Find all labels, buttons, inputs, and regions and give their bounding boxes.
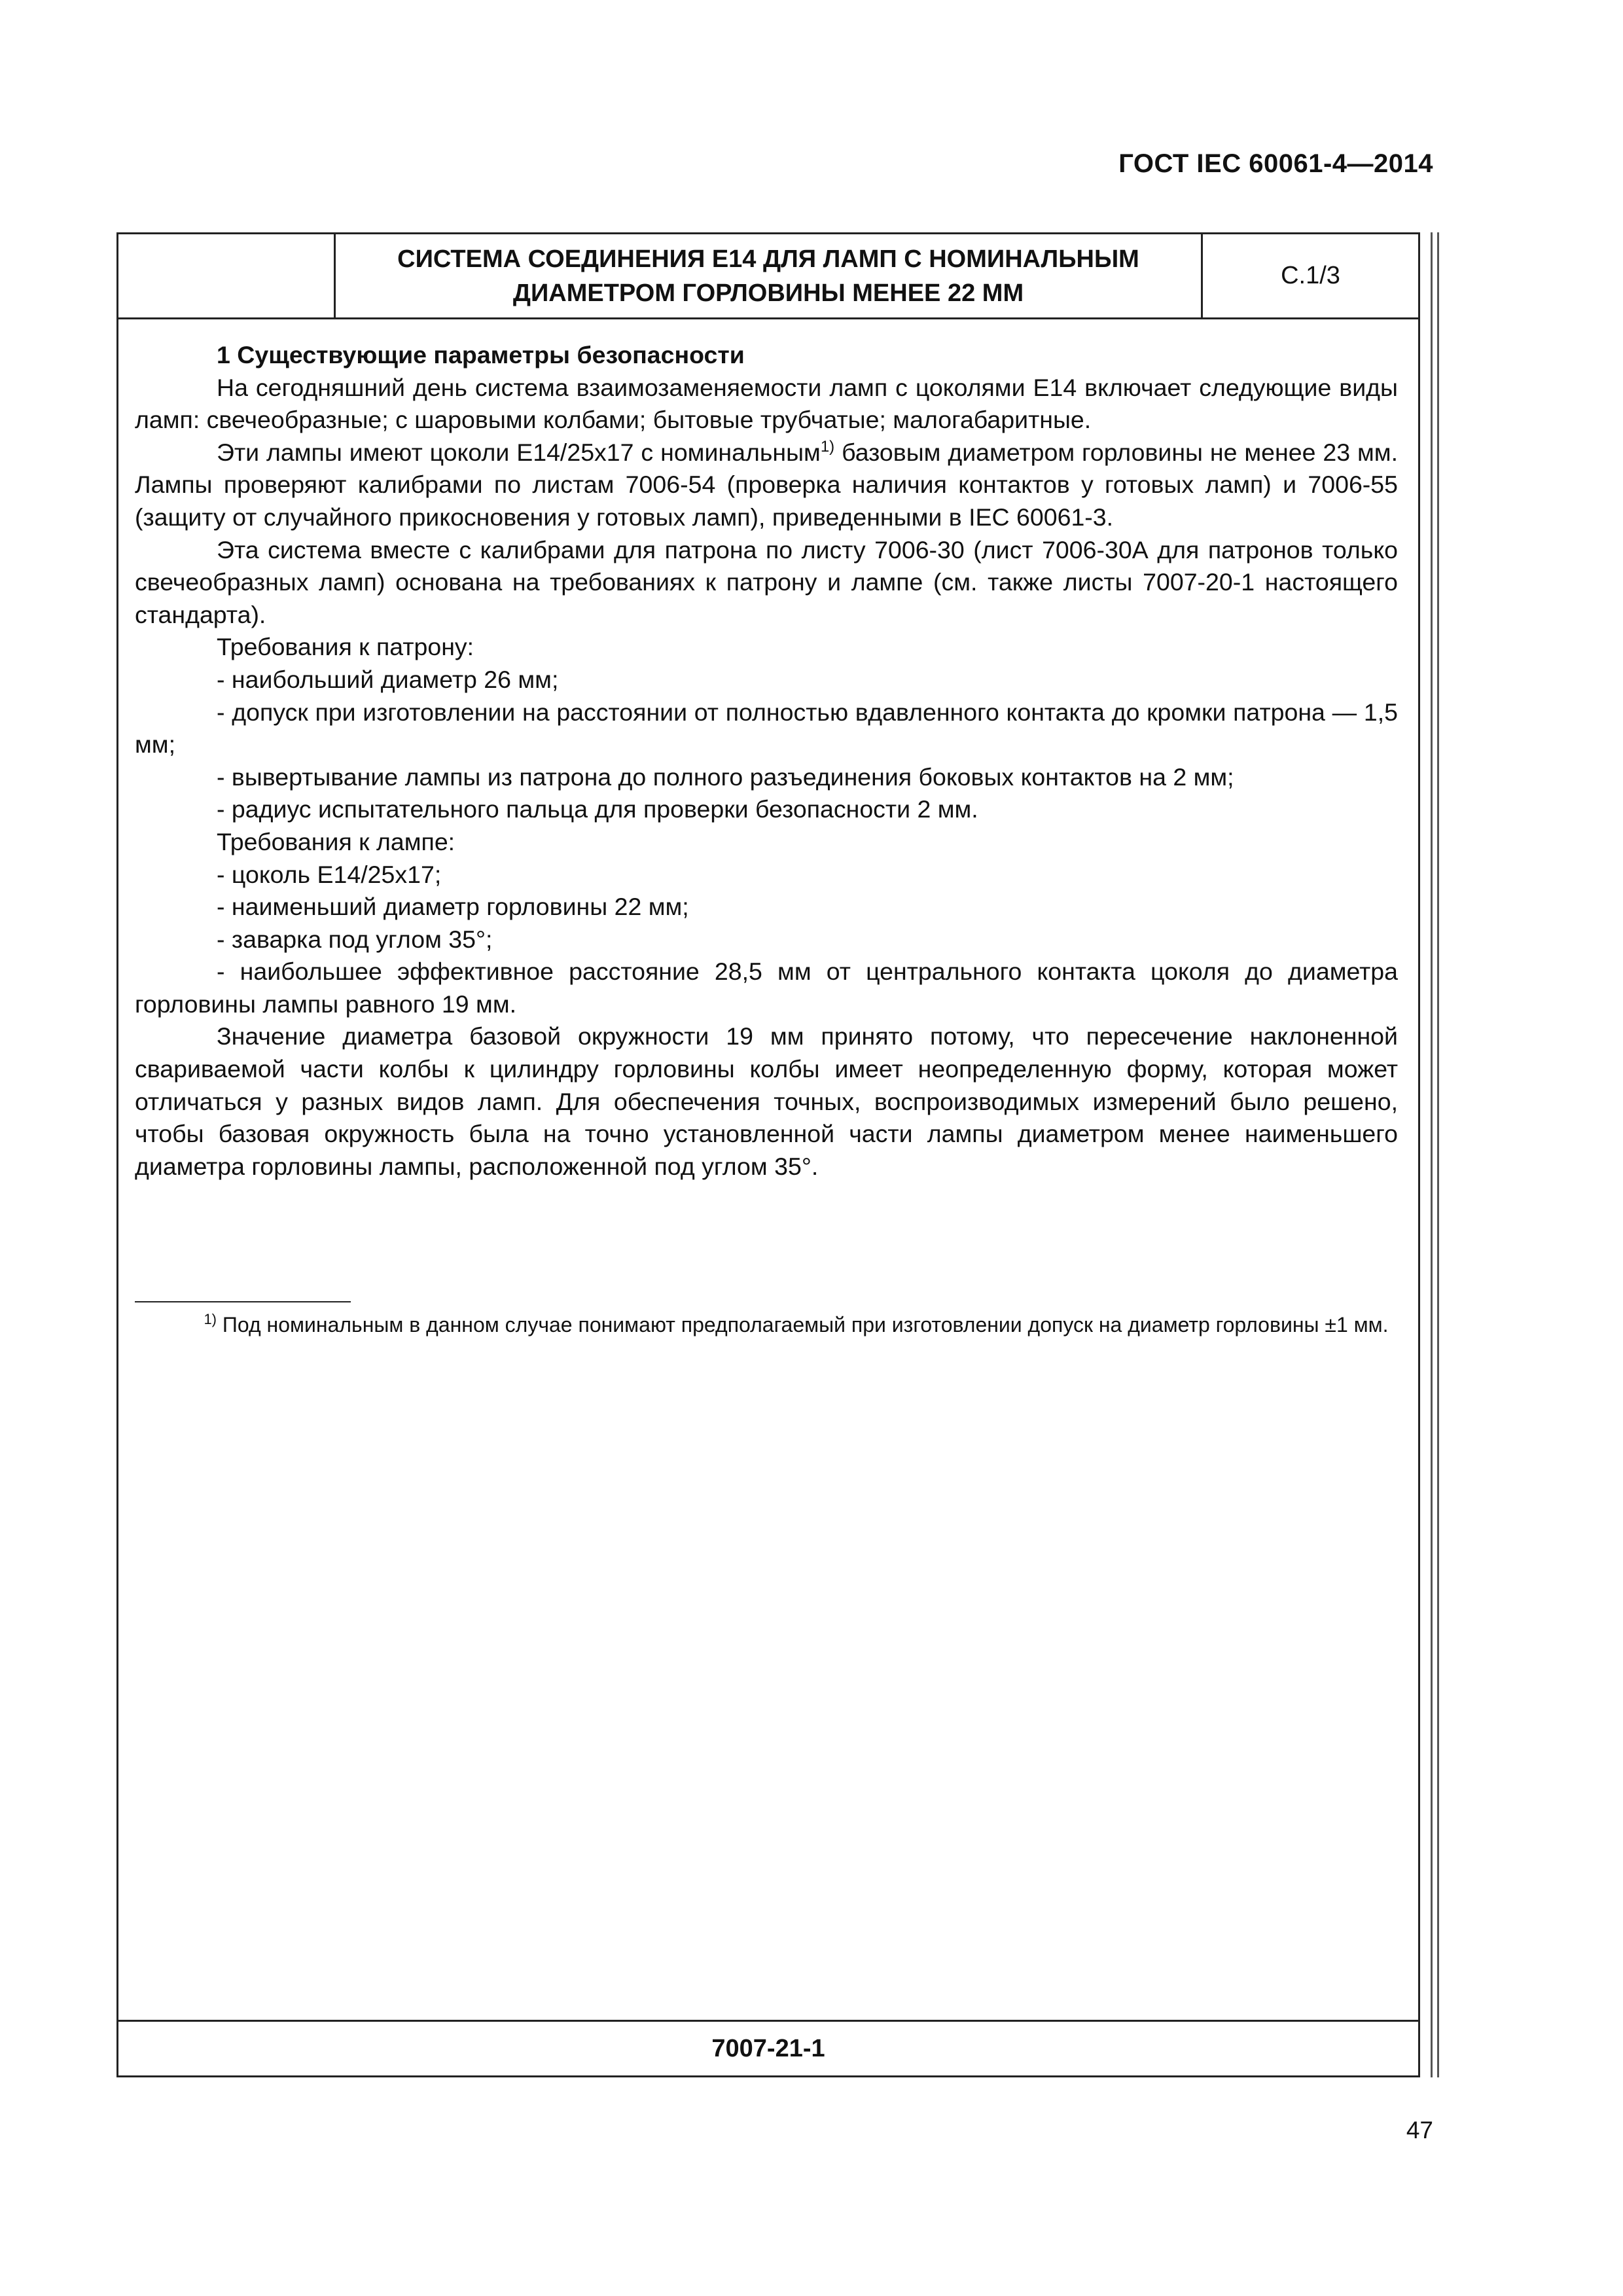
- list-item: - заварка под углом 35°;: [217, 925, 493, 953]
- paragraph-2: [135, 437, 1398, 534]
- sheet-title: [336, 234, 1203, 317]
- margin-rule: [1431, 232, 1433, 2077]
- list-item: - наименьший диаметр горловины 22 мм;: [217, 893, 689, 921]
- sheet-title-line-1: СИСТЕМА СОЕДИНЕНИЯ Е14 ДЛЯ ЛАМП С НОМИНАЛЬНЫМ: [397, 245, 1139, 273]
- paragraph-2-start: Эти лампы имеют цоколи Е14/25х17 с номинальным: [217, 438, 821, 466]
- lamp-requirements-heading: Требования к лампе:: [217, 827, 455, 855]
- footnote-separator: [135, 1301, 351, 1302]
- list-item: - радиус испытательного пальца для проверки безопасности 2 мм.: [217, 795, 978, 823]
- title-block: [118, 234, 1418, 319]
- list-item: - наибольшее эффективное расстояние 28,5 мм от центрального контакта цоколя до диаметра горловины лампы равного 19 мм.: [135, 958, 1398, 1018]
- document-code: ГОСТ IEC 60061-4—2014: [1118, 149, 1433, 178]
- list-item: - допуск при изготовлении на расстоянии от полностью вдавленного контакта до кромки патрона — 1,5 мм;: [135, 698, 1398, 759]
- list-item: - вывертывание лампы из патрона до полного разъединения боковых контактов на 2 мм;: [217, 762, 1234, 791]
- sheet-frame: [116, 232, 1420, 2077]
- footnote-marker: 1): [204, 1311, 217, 1327]
- list-item: - цоколь Е14/25х17;: [217, 860, 442, 888]
- paragraph-1: На сегодняшний день система взаимозаменяемости ламп с цоколями Е14 включает следующие виды ламп: свечеобразные; с шаровыми колбами; бытовые трубчатые; малогабаритные.: [135, 373, 1398, 434]
- section-heading: 1 Существующие параметры безопасности: [217, 341, 745, 368]
- sheet-index: С.1/3: [1281, 262, 1340, 289]
- paragraph-final: Значение диаметра базовой окружности 19 мм принято потому, что пересечение наклоненной свариваемой части колбы к цилиндру горловины колбы имеет неопределенную форму, которая может отличаться у разных видов ламп. Для обеспечения точных, воспроизводимых измерений было решено, чтобы базовая окружность была на точно установленной части лампы диаметром менее наименьшего диаметра горловины лампы, расположенной под углом 35°.: [135, 1022, 1398, 1180]
- footnote: [135, 1311, 1398, 1338]
- page-number: 47: [1406, 2117, 1433, 2144]
- paragraph-2-end: базовым диаметром горловины не менее 23 мм. Лампы проверяют калибрами по листам 7006-54 (проверка наличия контактов у готовых ламп) и 7006-55 (защиту от случайного прикосновения у готовых ламп), приведенными в IEC 60061-3.: [135, 438, 1398, 531]
- footnote-reference[interactable]: 1): [820, 437, 835, 456]
- title-block-blank-cell: [118, 234, 336, 317]
- footnote-text: Под номинальным в данном случае понимают предполагаемый при изготовлении допуск на диаметр горловины ±1 мм.: [217, 1313, 1389, 1336]
- sheet-number: 7007-21-1: [118, 2020, 1418, 2075]
- paragraph-3: Эта система вместе с калибрами для патрона по листу 7006-30 (лист 7006-30А для патронов только свечеобразных ламп) основана на требованиях к патрону и лампе (см. также листы 7007-20-1 настоящего стандарта).: [135, 535, 1398, 628]
- list-item: - наибольший диаметр 26 мм;: [217, 665, 559, 693]
- sheet-title-line-2: ДИАМЕТРОМ ГОРЛОВИНЫ МЕНЕЕ 22 ММ: [512, 279, 1024, 307]
- holder-requirements-heading: Требования к патрону:: [217, 633, 474, 661]
- sheet-body: [135, 339, 1398, 1183]
- margin-rule: [1437, 232, 1439, 2077]
